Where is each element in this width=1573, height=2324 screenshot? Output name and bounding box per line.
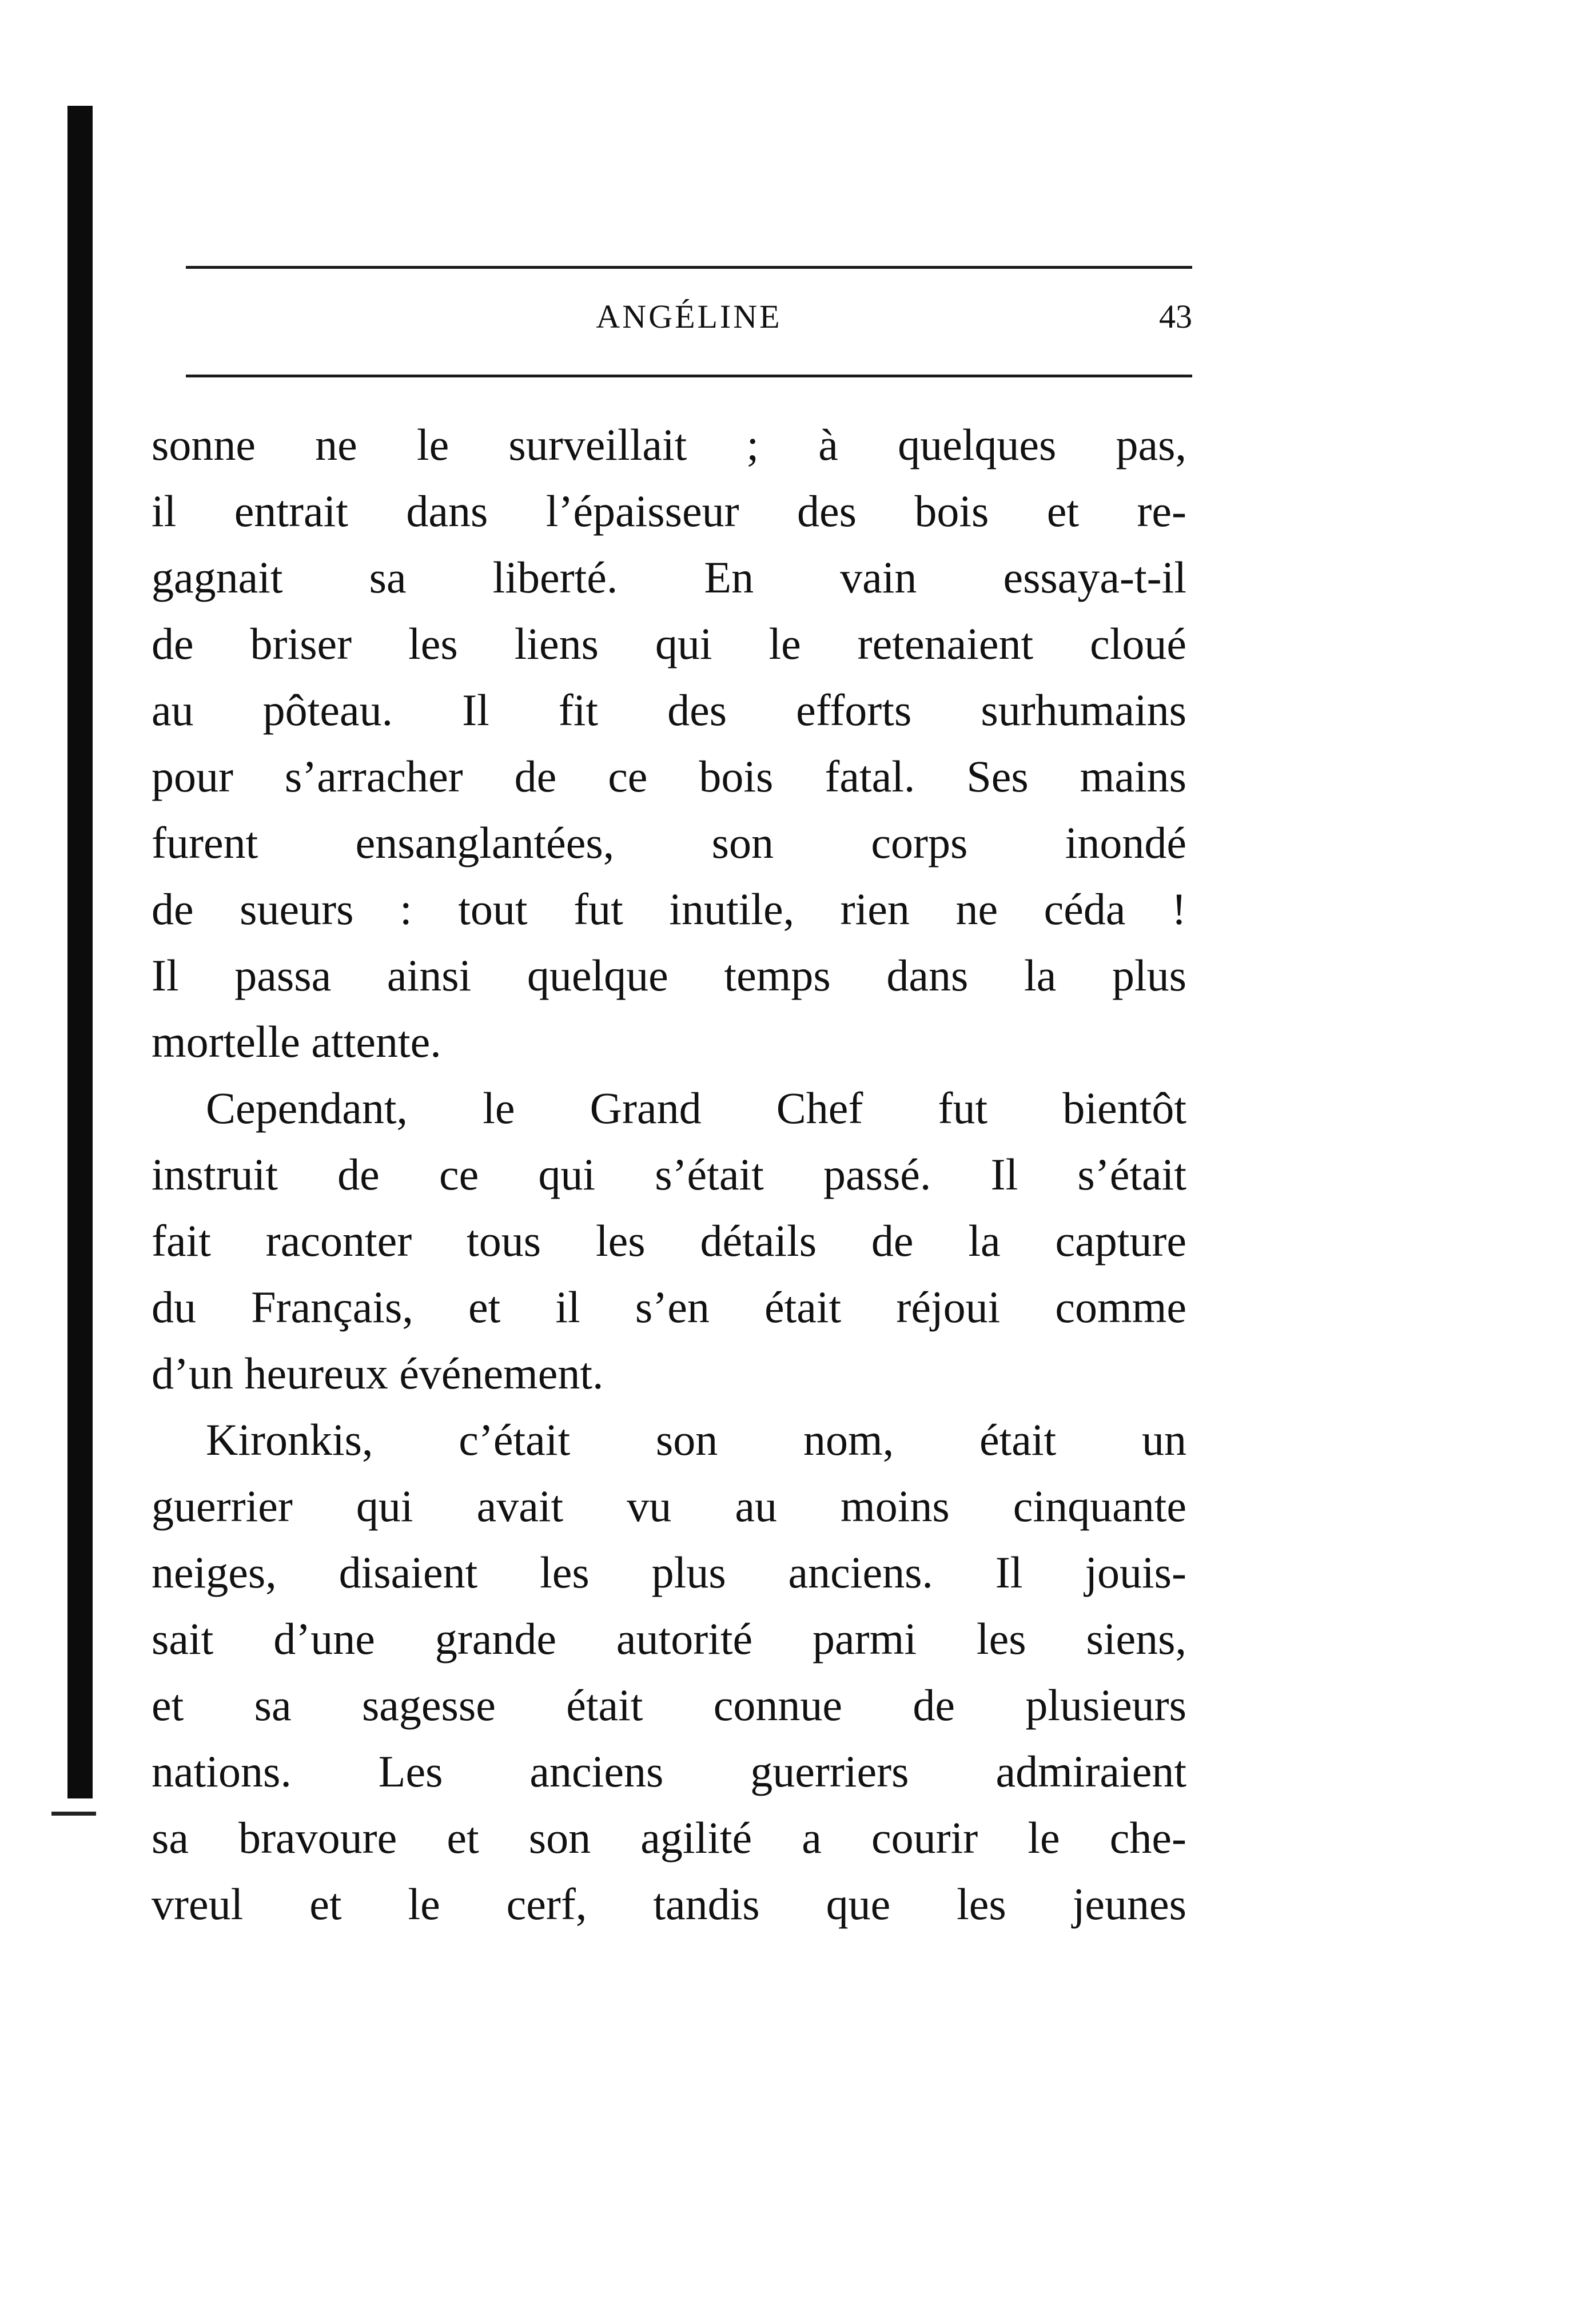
binding-shadow <box>67 106 93 1798</box>
text-line: et sa sagesse était connue de plusieurs <box>152 1680 1186 1730</box>
running-title: ANGÉLINE <box>596 298 782 335</box>
text-line: d’un heureux événement. <box>152 1348 604 1398</box>
text-line: sa bravoure et son agilité a courir le che- <box>152 1813 1186 1863</box>
text-line: mortelle attente. <box>152 1017 441 1067</box>
text-line: sonne ne le surveillait ; à quelques pas, <box>152 420 1186 469</box>
running-head <box>186 297 1192 349</box>
text-line: gagnait sa liberté. En vain essaya-t-il <box>152 552 1186 602</box>
text-line: instruit de ce qui s’était passé. Il s’était <box>152 1149 1186 1199</box>
text-line: vreul et le cerf, tandis que les jeunes <box>152 1879 1186 1929</box>
text-line: furent ensanglantées, son corps inondé <box>152 818 1186 867</box>
text-line: il entrait dans l’épaisseur des bois et re- <box>152 486 1186 536</box>
text-line: Kironkis, c’était son nom, était un <box>206 1415 1186 1465</box>
text-line: Il passa ainsi quelque temps dans la plus <box>152 950 1186 1000</box>
text-line: au pôteau. Il fit des efforts surhumains <box>152 685 1186 735</box>
text-line: du Français, et il s’en était réjoui comme <box>152 1282 1186 1332</box>
text-line: neiges, disaient les plus anciens. Il jouis- <box>152 1547 1186 1597</box>
binding-mark <box>51 1812 96 1816</box>
header-rule-top <box>186 266 1192 269</box>
header-rule-bottom <box>186 375 1192 377</box>
text-line: fait raconter tous les détails de la capture <box>152 1216 1186 1266</box>
text-line: pour s’arracher de ce bois fatal. Ses mains <box>152 751 1186 801</box>
text-line: nations. Les anciens guerriers admiraient <box>152 1746 1186 1796</box>
text-line: guerrier qui avait vu au moins cinquante <box>152 1481 1186 1531</box>
text-line: sait d’une grande autorité parmi les siens, <box>152 1614 1186 1664</box>
page-number: 43 <box>1159 298 1192 335</box>
text-line: Cependant, le Grand Chef fut bientôt <box>206 1083 1186 1133</box>
text-line: de briser les liens qui le retenaient cloué <box>152 619 1186 668</box>
body-text <box>152 412 1186 1937</box>
text-line: de sueurs : tout fut inutile, rien ne céda ! <box>152 884 1186 934</box>
